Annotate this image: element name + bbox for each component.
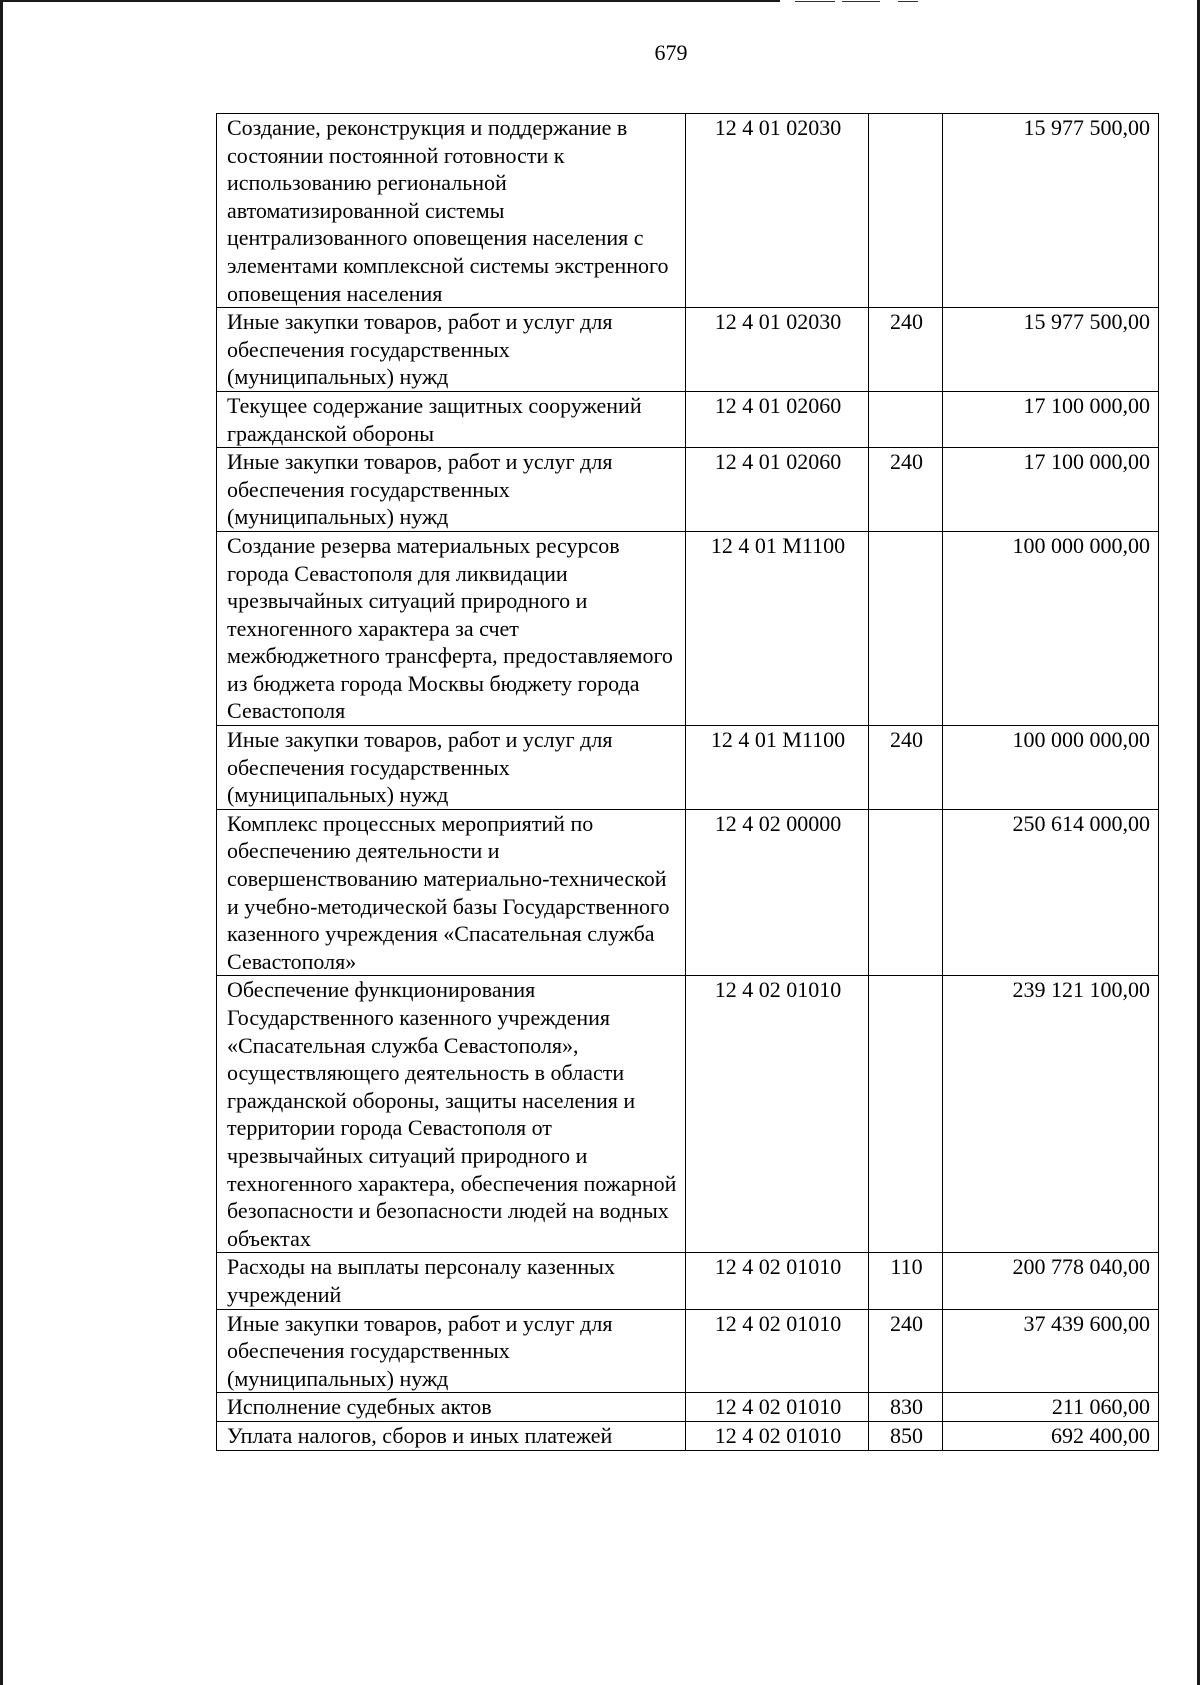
row-code-cell: 12 4 02 01010	[686, 1309, 869, 1393]
table-row	[217, 809, 1159, 976]
row-amount-cell: 200 778 040,00	[943, 1253, 1159, 1309]
scan-mark	[842, 1, 880, 2]
table-row	[217, 308, 1159, 392]
row-expense-type-cell	[869, 114, 943, 308]
table-row	[217, 976, 1159, 1253]
row-code-cell: 12 4 01 02060	[686, 448, 869, 532]
table-row	[217, 726, 1159, 810]
row-amount-cell: 100 000 000,00	[943, 726, 1159, 810]
row-name-cell: Обеспечение функционирования Государственного казенного учреждения «Спасательная служба Севастополя», осуществляющего деятельность в области гражданской обороны, защиты населения и территории города Севастополя от чрезвычайных ситуаций природного и техногенного характера, обеспечения пожарной безопасности и безопасности людей на водных объектах	[217, 976, 686, 1253]
row-name-cell: Создание, реконструкция и поддержание в состоянии постоянной готовности к использованию региональной автоматизированной системы централизованного оповещения населения с элементами комплексной системы экстренного оповещения населения	[217, 114, 686, 308]
table-row	[217, 391, 1159, 447]
row-amount-cell: 211 060,00	[943, 1393, 1159, 1422]
row-expense-type-cell: 240	[869, 726, 943, 810]
row-code-cell: 12 4 02 01010	[686, 1393, 869, 1422]
budget-table-body	[217, 114, 1159, 1451]
row-expense-type-cell: 240	[869, 1309, 943, 1393]
row-expense-type-cell: 830	[869, 1393, 943, 1422]
row-amount-cell: 17 100 000,00	[943, 391, 1159, 447]
row-expense-type-cell	[869, 391, 943, 447]
row-expense-type-cell	[869, 976, 943, 1253]
row-code-cell: 12 4 01 02030	[686, 114, 869, 308]
scan-mark	[795, 1, 835, 2]
row-name-cell: Комплекс процессных мероприятий по обеспечению деятельности и совершенствованию материально-технической и учебно-методической базы Государственного казенного учреждения «Спасательная служба Севастополя»	[217, 809, 686, 976]
row-expense-type-cell: 240	[869, 448, 943, 532]
row-name-cell: Создание резерва материальных ресурсов города Севастополя для ликвидации чрезвычайных ситуаций природного и техногенного характера за счет межбюджетного трансферта, предоставляемого из бюджета города Москвы бюджету города Севастополя	[217, 531, 686, 725]
row-code-cell: 12 4 01 02030	[686, 308, 869, 392]
row-amount-cell: 15 977 500,00	[943, 114, 1159, 308]
row-name-cell: Иные закупки товаров, работ и услуг для обеспечения государственных (муниципальных) нужд	[217, 1309, 686, 1393]
row-name-cell: Уплата налогов, сборов и иных платежей	[217, 1421, 686, 1450]
row-name-cell: Исполнение судебных актов	[217, 1393, 686, 1422]
budget-table	[216, 113, 1159, 1451]
table-row	[217, 1253, 1159, 1309]
table-row	[217, 1421, 1159, 1450]
row-name-cell: Иные закупки товаров, работ и услуг для обеспечения государственных (муниципальных) нужд	[217, 308, 686, 392]
table-row	[217, 531, 1159, 725]
scan-mark	[898, 1, 918, 2]
row-amount-cell: 100 000 000,00	[943, 531, 1159, 725]
row-code-cell: 12 4 02 01010	[686, 1253, 869, 1309]
row-code-cell: 12 4 01 02060	[686, 391, 869, 447]
table-row	[217, 448, 1159, 532]
row-code-cell: 12 4 02 00000	[686, 809, 869, 976]
scan-edge-left	[0, 0, 3, 1685]
table-row	[217, 1309, 1159, 1393]
row-code-cell: 12 4 01 М1100	[686, 726, 869, 810]
table-row	[217, 1393, 1159, 1422]
table-row	[217, 114, 1159, 308]
row-name-cell: Текущее содержание защитных сооружений гражданской обороны	[217, 391, 686, 447]
row-amount-cell: 692 400,00	[943, 1421, 1159, 1450]
page-number: 679	[654, 40, 688, 65]
scan-edge-top	[0, 0, 780, 2]
row-amount-cell: 239 121 100,00	[943, 976, 1159, 1253]
row-amount-cell: 15 977 500,00	[943, 308, 1159, 392]
row-amount-cell: 37 439 600,00	[943, 1309, 1159, 1393]
row-amount-cell: 17 100 000,00	[943, 448, 1159, 532]
row-expense-type-cell	[869, 531, 943, 725]
row-code-cell: 12 4 02 01010	[686, 1421, 869, 1450]
row-code-cell: 12 4 02 01010	[686, 976, 869, 1253]
row-expense-type-cell: 850	[869, 1421, 943, 1450]
row-expense-type-cell: 240	[869, 308, 943, 392]
row-amount-cell: 250 614 000,00	[943, 809, 1159, 976]
row-expense-type-cell: 110	[869, 1253, 943, 1309]
row-code-cell: 12 4 01 М1100	[686, 531, 869, 725]
row-name-cell: Расходы на выплаты персоналу казенных учреждений	[217, 1253, 686, 1309]
row-name-cell: Иные закупки товаров, работ и услуг для обеспечения государственных (муниципальных) нужд	[217, 726, 686, 810]
row-name-cell: Иные закупки товаров, работ и услуг для обеспечения государственных (муниципальных) нужд	[217, 448, 686, 532]
row-expense-type-cell	[869, 809, 943, 976]
